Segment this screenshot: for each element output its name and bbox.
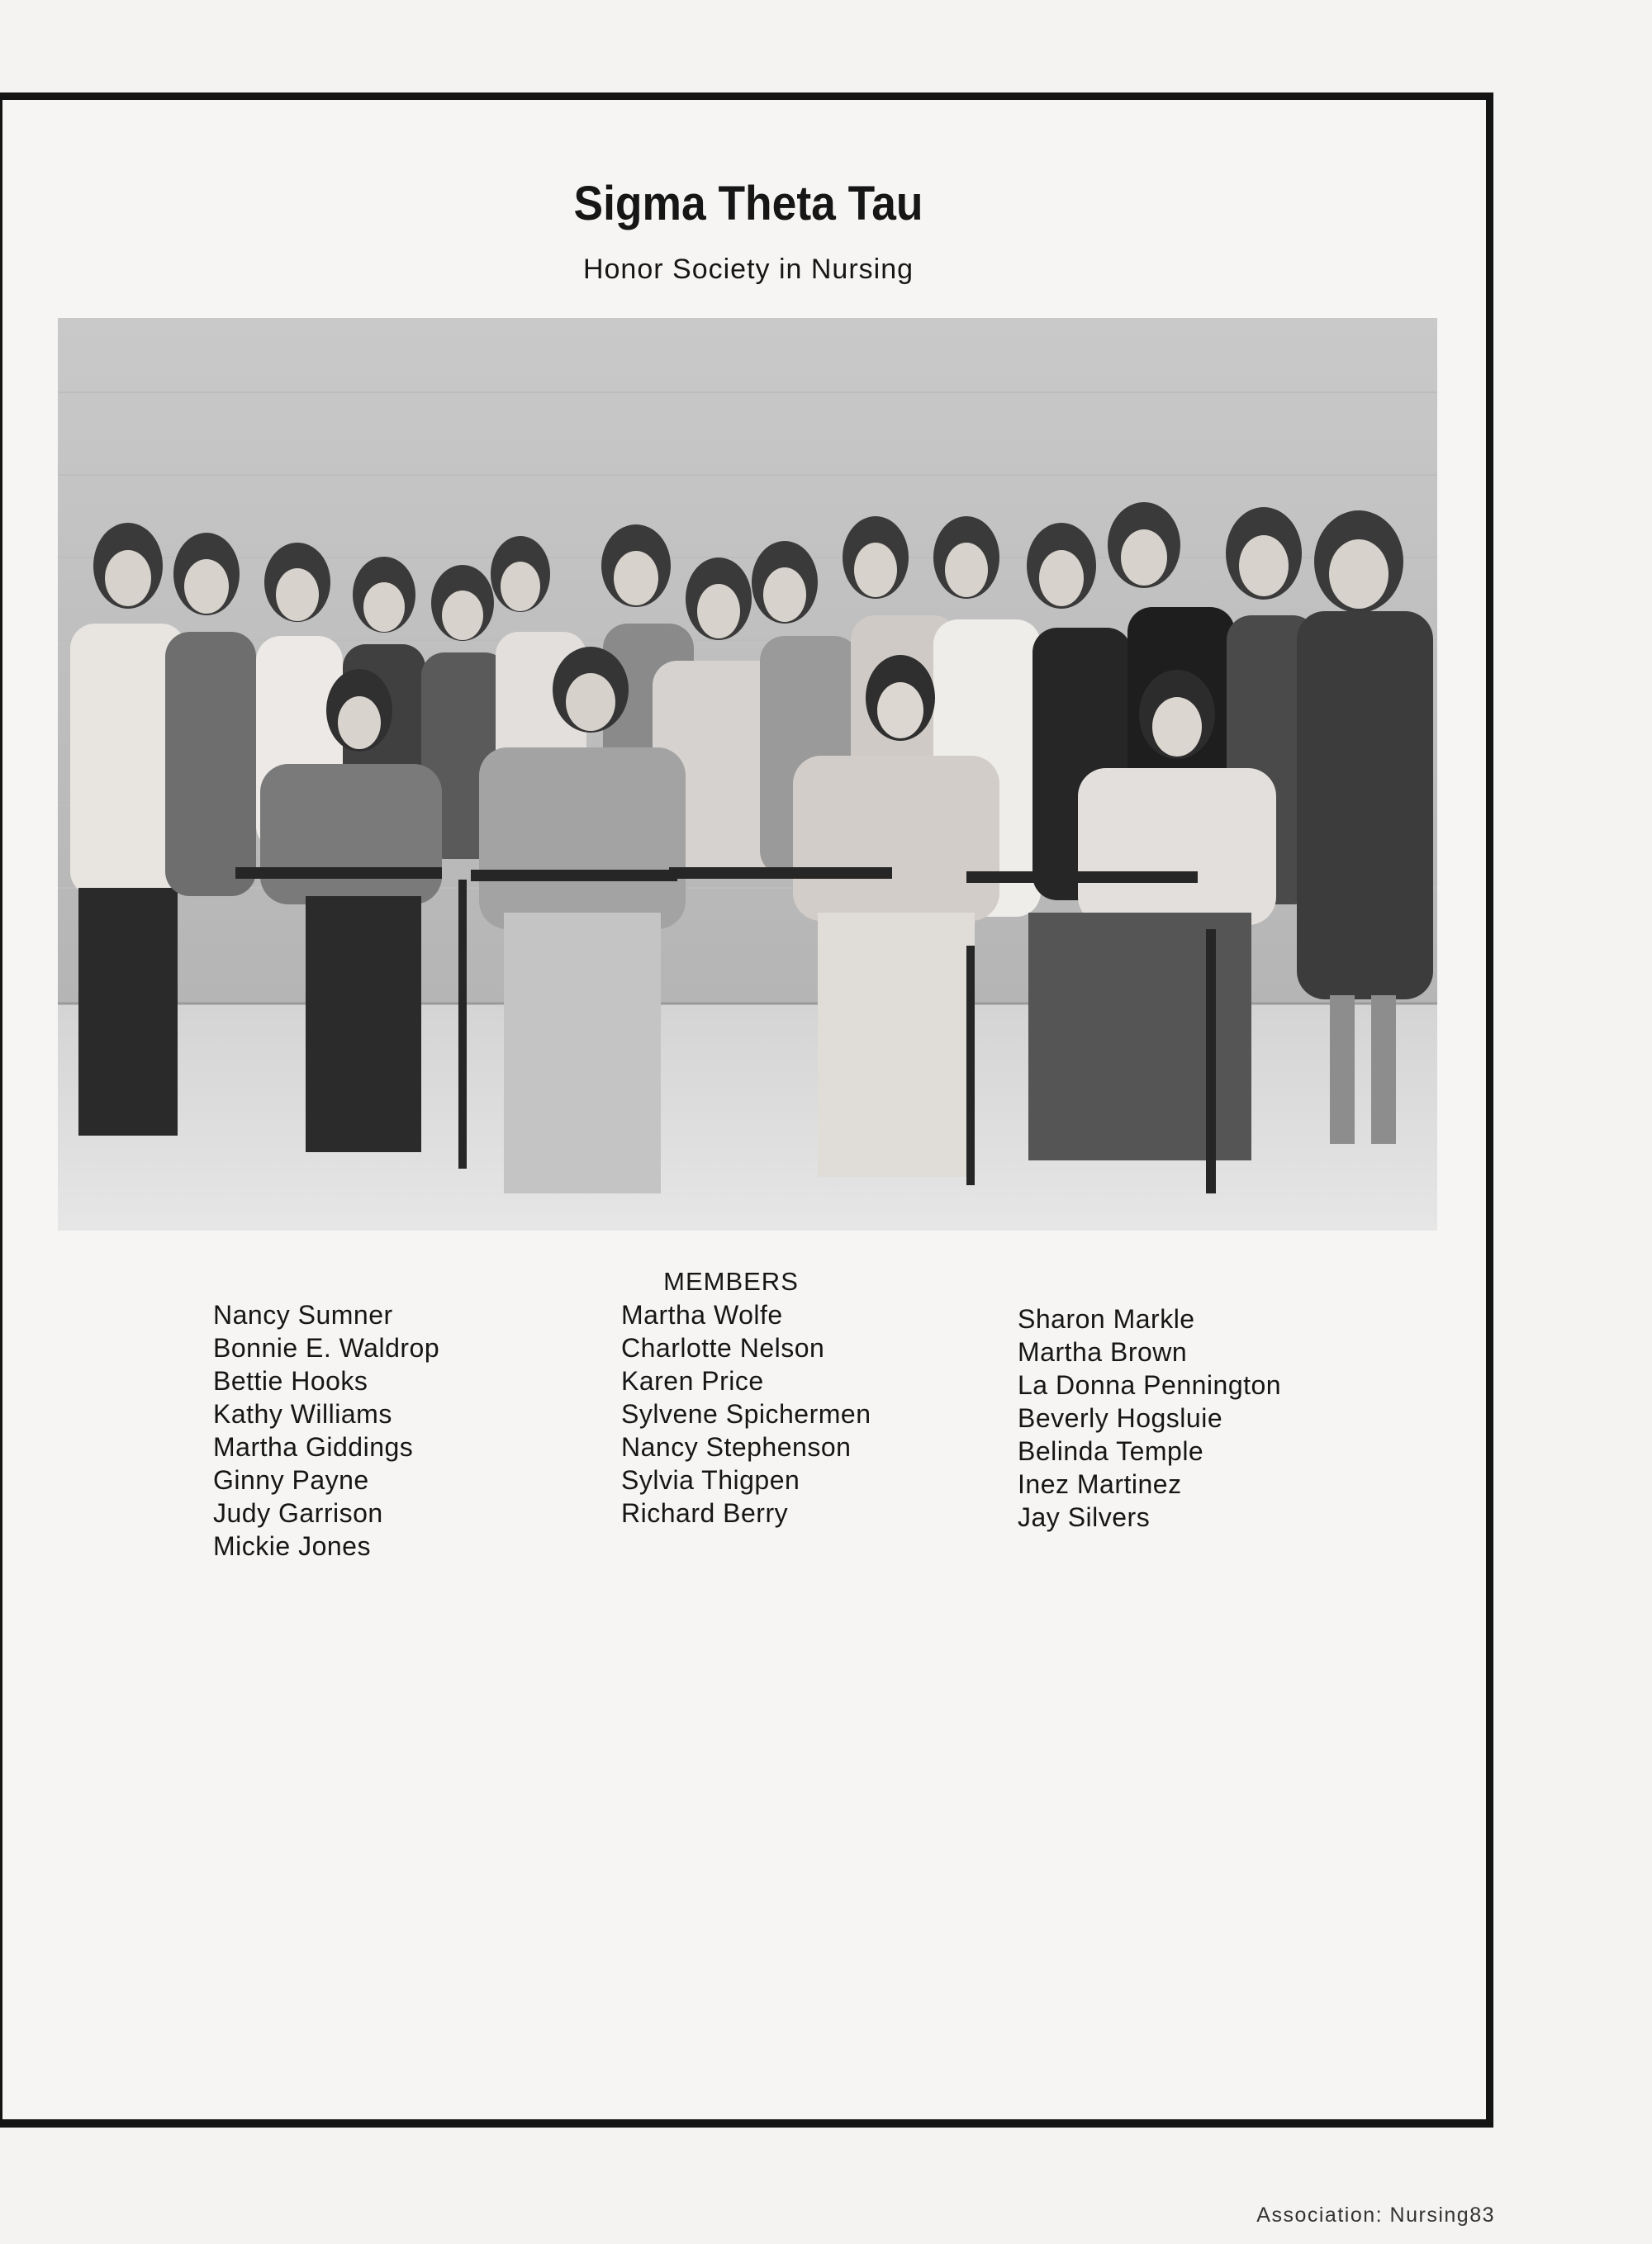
member-name: Nancy Sumner: [213, 1300, 393, 1330]
members-heading: MEMBERS: [663, 1267, 799, 1296]
member-name: Ginny Payne: [213, 1465, 369, 1495]
page-number: 83: [1469, 2204, 1495, 2227]
member-name: Martha Wolfe: [621, 1300, 783, 1330]
member-name: Bonnie E. Waldrop: [213, 1333, 440, 1363]
members-column-2: [621, 1298, 871, 1530]
member-name: Sylvene Spichermen: [621, 1399, 871, 1429]
group-photo: [58, 318, 1437, 1231]
member-name: Jay Silvers: [1018, 1502, 1151, 1532]
page-title: Sigma Theta Tau: [573, 177, 923, 230]
member-name: Karen Price: [621, 1366, 764, 1396]
member-name: Sharon Markle: [1018, 1304, 1195, 1334]
member-name: Inez Martinez: [1018, 1469, 1182, 1499]
members-column-1: [213, 1298, 439, 1563]
member-name: Martha Brown: [1018, 1337, 1188, 1367]
member-name: Mickie Jones: [213, 1531, 371, 1561]
page-subtitle: Honor Society in Nursing: [582, 254, 914, 285]
member-name: La Donna Pennington: [1018, 1370, 1282, 1400]
footer-section: Association: Nursing: [1256, 2204, 1470, 2227]
member-name: Judy Garrison: [213, 1498, 383, 1528]
member-name: Beverly Hogsluie: [1018, 1403, 1223, 1433]
member-name: Sylvia Thigpen: [621, 1465, 800, 1495]
member-name: Charlotte Nelson: [621, 1333, 825, 1363]
member-name: Richard Berry: [621, 1498, 789, 1528]
member-name: Nancy Stephenson: [621, 1432, 852, 1462]
member-name: Bettie Hooks: [213, 1366, 368, 1396]
member-name: Kathy Williams: [213, 1399, 392, 1429]
member-name: Martha Giddings: [213, 1432, 414, 1462]
members-column-3: [1018, 1302, 1281, 1534]
group-photo-icon: [58, 318, 1437, 1231]
member-name: Belinda Temple: [1018, 1436, 1204, 1466]
page-footer: [1256, 2204, 1495, 2227]
